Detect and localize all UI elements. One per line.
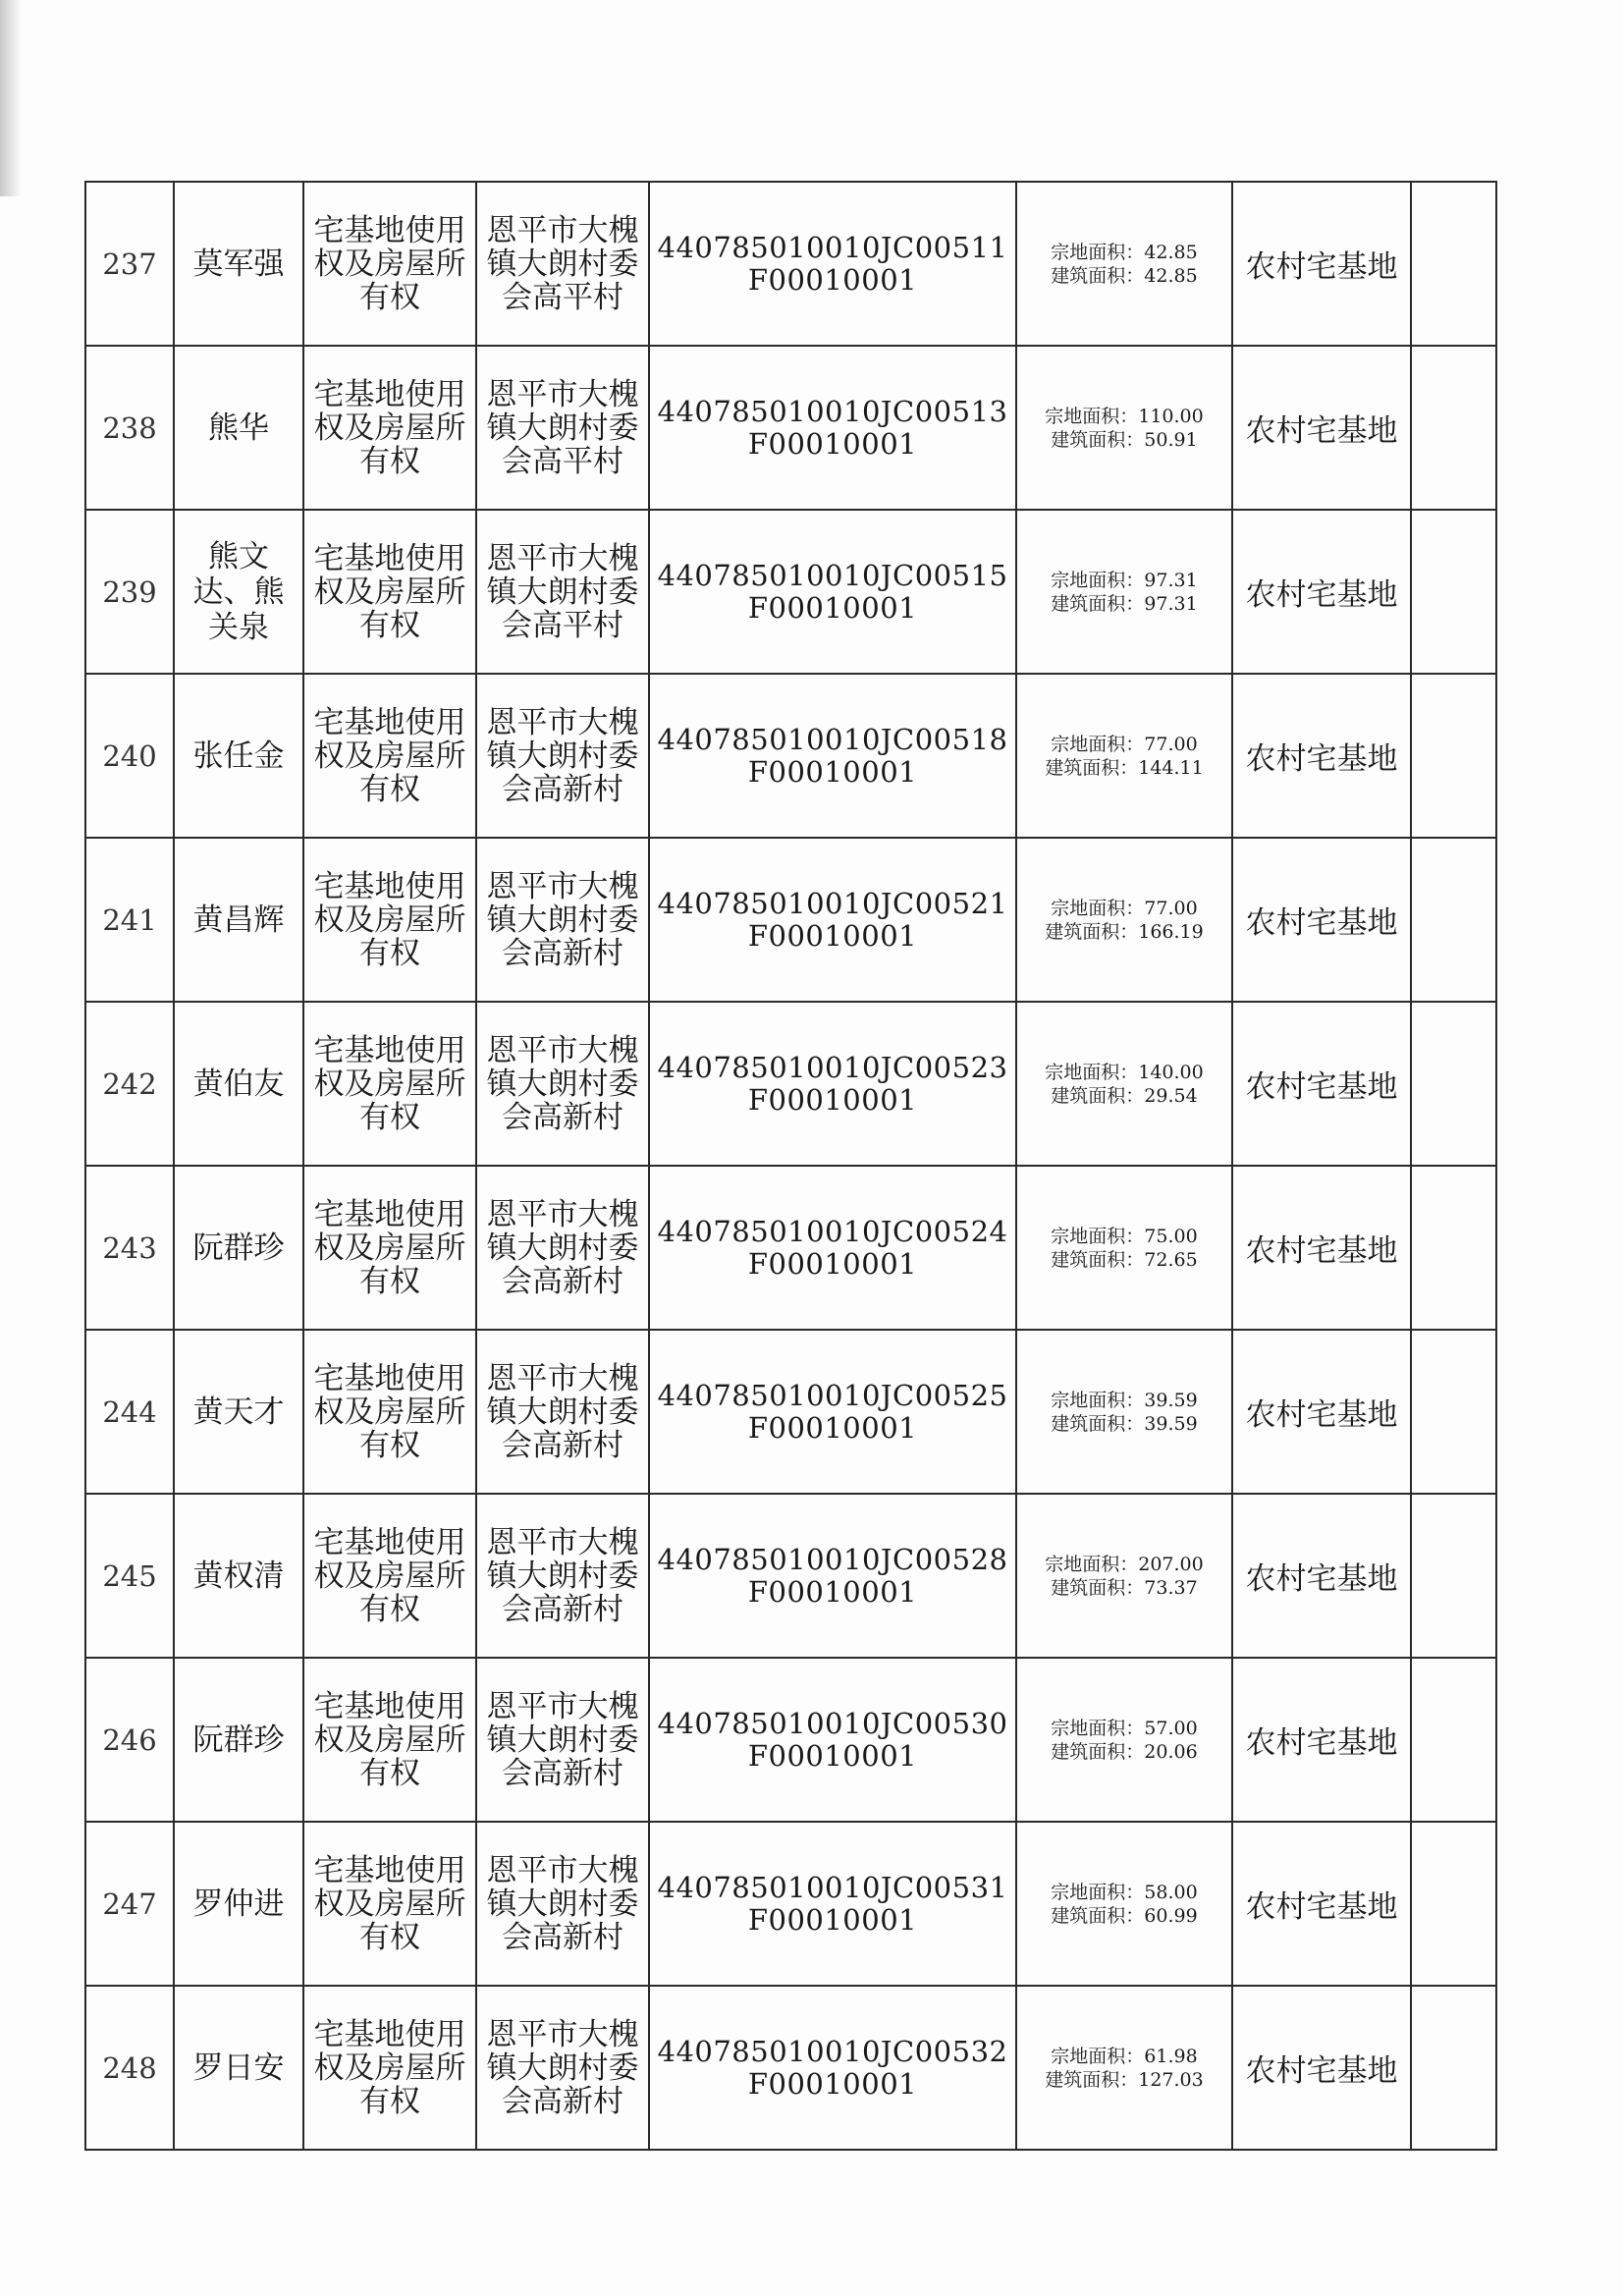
remarks-cell <box>1411 182 1496 346</box>
area-cell <box>1016 838 1232 1002</box>
land-use-cell: 农村宅基地 <box>1232 1822 1411 1986</box>
table-row <box>85 1494 1496 1658</box>
property-code-cell: 440785010010JC00532F00010001 <box>649 1986 1016 2150</box>
location-cell: 恩平市大槐镇大朗村委会高新村 <box>476 1494 649 1658</box>
land-use-cell: 农村宅基地 <box>1232 510 1411 674</box>
row-number-cell: 246 <box>85 1658 174 1822</box>
location-cell: 恩平市大槐镇大朗村委会高新村 <box>476 674 649 838</box>
table-row <box>85 1002 1496 1166</box>
row-number-cell: 238 <box>85 346 174 510</box>
location-cell: 恩平市大槐镇大朗村委会高新村 <box>476 1166 649 1330</box>
row-number-cell: 237 <box>85 182 174 346</box>
land-use-cell: 农村宅基地 <box>1232 838 1411 1002</box>
property-code-cell: 440785010010JC00524F00010001 <box>649 1166 1016 1330</box>
right-type-cell: 宅基地使用权及房屋所有权 <box>303 1494 476 1658</box>
location-cell: 恩平市大槐镇大朗村委会高新村 <box>476 1002 649 1166</box>
row-number-cell: 245 <box>85 1494 174 1658</box>
area-cell <box>1016 1822 1232 1986</box>
owner-name-cell: 阮群珍 <box>174 1658 303 1822</box>
building-area-text: 建筑面积：50.91 <box>1051 428 1198 451</box>
table-row <box>85 510 1496 674</box>
owner-name-cell: 阮群珍 <box>174 1166 303 1330</box>
owner-name-cell: 熊华 <box>174 346 303 510</box>
table-row <box>85 1658 1496 1822</box>
land-area-text: 宗地面积：57.00 <box>1051 1717 1198 1739</box>
land-use-cell: 农村宅基地 <box>1232 1986 1411 2150</box>
remarks-cell <box>1411 510 1496 674</box>
table-row <box>85 182 1496 346</box>
building-area-text: 建筑面积：20.06 <box>1051 1740 1198 1763</box>
right-type-cell: 宅基地使用权及房屋所有权 <box>303 838 476 1002</box>
property-code-cell: 440785010010JC00521F00010001 <box>649 838 1016 1002</box>
land-area-text: 宗地面积：140.00 <box>1045 1061 1204 1083</box>
owner-name-cell: 熊文达、熊关泉 <box>174 510 303 674</box>
land-area-text: 宗地面积：42.85 <box>1051 241 1198 263</box>
property-code-cell: 440785010010JC00515F00010001 <box>649 510 1016 674</box>
owner-name-cell: 黄天才 <box>174 1330 303 1494</box>
remarks-cell <box>1411 1002 1496 1166</box>
owner-name-cell: 黄伯友 <box>174 1002 303 1166</box>
row-number-cell: 240 <box>85 674 174 838</box>
location-cell: 恩平市大槐镇大朗村委会高新村 <box>476 1330 649 1494</box>
property-code-cell: 440785010010JC00513F00010001 <box>649 346 1016 510</box>
area-cell <box>1016 1494 1232 1658</box>
remarks-cell <box>1411 838 1496 1002</box>
scan-edge-shadow <box>0 0 22 196</box>
land-area-text: 宗地面积：97.31 <box>1051 569 1198 591</box>
area-cell <box>1016 346 1232 510</box>
right-type-cell: 宅基地使用权及房屋所有权 <box>303 1002 476 1166</box>
remarks-cell <box>1411 1658 1496 1822</box>
land-use-cell: 农村宅基地 <box>1232 346 1411 510</box>
row-number-cell: 243 <box>85 1166 174 1330</box>
area-cell <box>1016 1330 1232 1494</box>
property-code-cell: 440785010010JC00518F00010001 <box>649 674 1016 838</box>
area-cell <box>1016 1658 1232 1822</box>
property-code-cell: 440785010010JC00531F00010001 <box>649 1822 1016 1986</box>
table-row <box>85 838 1496 1002</box>
land-area-text: 宗地面积：77.00 <box>1051 733 1198 755</box>
land-area-text: 宗地面积：58.00 <box>1051 1881 1198 1903</box>
registry-table-body <box>85 182 1496 2150</box>
owner-name-cell: 张任金 <box>174 674 303 838</box>
land-use-cell: 农村宅基地 <box>1232 1658 1411 1822</box>
land-area-text: 宗地面积：110.00 <box>1045 405 1204 427</box>
area-cell <box>1016 1986 1232 2150</box>
remarks-cell <box>1411 1166 1496 1330</box>
right-type-cell: 宅基地使用权及房屋所有权 <box>303 346 476 510</box>
property-code-cell: 440785010010JC00525F00010001 <box>649 1330 1016 1494</box>
building-area-text: 建筑面积：166.19 <box>1045 920 1204 943</box>
land-use-cell: 农村宅基地 <box>1232 1494 1411 1658</box>
remarks-cell <box>1411 346 1496 510</box>
land-use-cell: 农村宅基地 <box>1232 1002 1411 1166</box>
land-area-text: 宗地面积：39.59 <box>1051 1389 1198 1411</box>
land-use-cell: 农村宅基地 <box>1232 674 1411 838</box>
row-number-cell: 239 <box>85 510 174 674</box>
location-cell: 恩平市大槐镇大朗村委会高平村 <box>476 346 649 510</box>
area-cell <box>1016 182 1232 346</box>
right-type-cell: 宅基地使用权及房屋所有权 <box>303 182 476 346</box>
owner-name-cell: 黄昌辉 <box>174 838 303 1002</box>
land-area-text: 宗地面积：61.98 <box>1051 2045 1198 2067</box>
land-area-text: 宗地面积：75.00 <box>1051 1225 1198 1247</box>
area-cell <box>1016 1166 1232 1330</box>
location-cell: 恩平市大槐镇大朗村委会高新村 <box>476 1986 649 2150</box>
property-code-cell: 440785010010JC00528F00010001 <box>649 1494 1016 1658</box>
row-number-cell: 248 <box>85 1986 174 2150</box>
table-row <box>85 1330 1496 1494</box>
building-area-text: 建筑面积：144.11 <box>1045 756 1204 779</box>
building-area-text: 建筑面积：127.03 <box>1045 2068 1204 2091</box>
right-type-cell: 宅基地使用权及房屋所有权 <box>303 674 476 838</box>
location-cell: 恩平市大槐镇大朗村委会高平村 <box>476 182 649 346</box>
owner-name-cell: 莫军强 <box>174 182 303 346</box>
location-cell: 恩平市大槐镇大朗村委会高新村 <box>476 838 649 1002</box>
table-row <box>85 1822 1496 1986</box>
building-area-text: 建筑面积：42.85 <box>1051 264 1198 287</box>
property-code-cell: 440785010010JC00530F00010001 <box>649 1658 1016 1822</box>
remarks-cell <box>1411 1330 1496 1494</box>
land-area-text: 宗地面积：207.00 <box>1045 1553 1204 1575</box>
building-area-text: 建筑面积：39.59 <box>1051 1412 1198 1435</box>
right-type-cell: 宅基地使用权及房屋所有权 <box>303 510 476 674</box>
remarks-cell <box>1411 1822 1496 1986</box>
area-cell <box>1016 674 1232 838</box>
building-area-text: 建筑面积：97.31 <box>1051 592 1198 615</box>
area-cell <box>1016 1002 1232 1166</box>
right-type-cell: 宅基地使用权及房屋所有权 <box>303 1330 476 1494</box>
registry-table <box>84 181 1497 2151</box>
location-cell: 恩平市大槐镇大朗村委会高平村 <box>476 510 649 674</box>
remarks-cell <box>1411 1494 1496 1658</box>
table-row <box>85 1166 1496 1330</box>
property-code-cell: 440785010010JC00511F00010001 <box>649 182 1016 346</box>
owner-name-cell: 黄权清 <box>174 1494 303 1658</box>
owner-name-cell: 罗日安 <box>174 1986 303 2150</box>
land-use-cell: 农村宅基地 <box>1232 182 1411 346</box>
remarks-cell <box>1411 1986 1496 2150</box>
building-area-text: 建筑面积：72.65 <box>1051 1248 1198 1271</box>
right-type-cell: 宅基地使用权及房屋所有权 <box>303 1986 476 2150</box>
property-code-cell: 440785010010JC00523F00010001 <box>649 1002 1016 1166</box>
area-cell <box>1016 510 1232 674</box>
land-use-cell: 农村宅基地 <box>1232 1166 1411 1330</box>
table-row <box>85 346 1496 510</box>
row-number-cell: 244 <box>85 1330 174 1494</box>
building-area-text: 建筑面积：29.54 <box>1051 1084 1198 1107</box>
right-type-cell: 宅基地使用权及房屋所有权 <box>303 1822 476 1986</box>
building-area-text: 建筑面积：73.37 <box>1051 1576 1198 1599</box>
land-use-cell: 农村宅基地 <box>1232 1330 1411 1494</box>
land-area-text: 宗地面积：77.00 <box>1051 897 1198 919</box>
location-cell: 恩平市大槐镇大朗村委会高新村 <box>476 1822 649 1986</box>
owner-name-cell: 罗仲进 <box>174 1822 303 1986</box>
remarks-cell <box>1411 674 1496 838</box>
table-row <box>85 1986 1496 2150</box>
right-type-cell: 宅基地使用权及房屋所有权 <box>303 1658 476 1822</box>
table-row <box>85 674 1496 838</box>
location-cell: 恩平市大槐镇大朗村委会高新村 <box>476 1658 649 1822</box>
row-number-cell: 241 <box>85 838 174 1002</box>
row-number-cell: 247 <box>85 1822 174 1986</box>
right-type-cell: 宅基地使用权及房屋所有权 <box>303 1166 476 1330</box>
row-number-cell: 242 <box>85 1002 174 1166</box>
building-area-text: 建筑面积：60.99 <box>1051 1904 1198 1927</box>
